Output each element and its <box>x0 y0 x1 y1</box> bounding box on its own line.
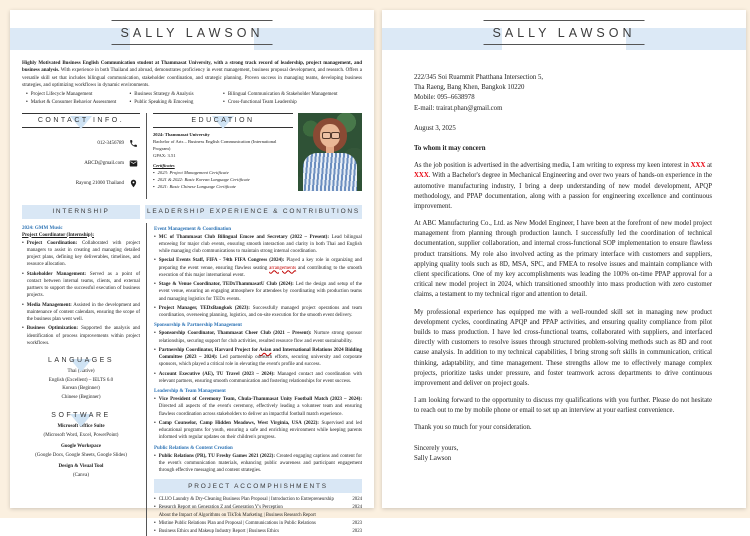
skill-highlights <box>26 91 360 107</box>
language-item: English (Excellent) – IELTS 6.0 <box>22 377 140 386</box>
internship-role: Project Coordinator (Internship): <box>22 233 140 238</box>
bullet-marker: • <box>154 330 156 345</box>
contact-value: ABCD@gmail.com <box>84 161 124 166</box>
project-text <box>159 496 343 503</box>
summary-body: With experience in both Thailand and abroad, demonstrates proficiency in event management, business proposal development, and research. Offers a versatile skill set that includes bilingual communication, stakeholder coordination, and strategic planning. Proven success in managing teams, developing business strategies, and optimizing workflows in dynamic environments. <box>22 68 362 88</box>
bullet-marker: • <box>154 257 156 279</box>
languages-heading-label: LANGUAGES <box>48 357 114 364</box>
text-segment: Led the design and setup of the event venue, ensuring an engaging atmosphere for attendees by coordinating with production teams and managing logistics for TEDx events. <box>159 282 362 302</box>
skill-label: Cross-functional Team Leadership <box>228 99 297 107</box>
project-year: 2024 <box>346 504 362 518</box>
bullet-text <box>159 453 362 475</box>
section-bands <box>22 205 362 219</box>
letter-paragraph <box>414 396 712 416</box>
signoff-line: Sally Lawson <box>414 454 712 464</box>
language-item: Korean (Beginner) <box>22 385 140 394</box>
leadership-group-title: Sponsorship & Partnership Management <box>154 323 362 328</box>
text-segment: Created engaging captions and content for the event's communication materials, enhancing public awareness and participant engagement through effective messaging and content strategies. <box>159 454 362 474</box>
software-title: Design & Visual Tool <box>22 463 140 472</box>
bullet-text <box>159 257 362 279</box>
text-segment: XXX <box>414 172 429 179</box>
education-details <box>153 131 293 191</box>
bullet-text <box>27 302 140 324</box>
letter-header <box>382 10 746 56</box>
contact-item <box>24 179 138 188</box>
software-detail: (Google Docs, Google Sheets, Google Slides) <box>22 452 140 461</box>
bullet-marker: • <box>223 99 225 107</box>
bullet-text <box>159 396 362 418</box>
project-item <box>154 504 362 518</box>
profile-summary <box>22 60 362 89</box>
certificate-item <box>153 169 293 176</box>
project-year: 2023 <box>346 520 362 527</box>
education-heading <box>153 113 293 128</box>
project-item <box>154 520 362 527</box>
leadership-bullet <box>154 347 362 369</box>
contact-heading <box>22 113 140 128</box>
bullet-marker: • <box>130 99 132 107</box>
text-segment: XXX <box>691 162 706 169</box>
sender-address <box>414 73 712 114</box>
email-icon <box>129 159 138 168</box>
text-segment: Special Events Staff, FIFA - 74th FIFA Congress (2024): <box>159 258 285 263</box>
certificate-label: 2023: Project Management Certificate <box>158 169 229 176</box>
profile-photo <box>298 113 362 191</box>
text-segment: Public Relations (PR), TU Freshy Games 2021 (2022): <box>159 454 275 459</box>
letter-date: August 3, 2025 <box>414 124 712 134</box>
project-item <box>154 528 362 535</box>
skill-item <box>130 99 224 107</box>
bullet-marker: • <box>154 347 156 369</box>
certificate-label: 2021 & 2022: Basic Korean Language Certificate <box>158 176 250 183</box>
leadership-bullet <box>154 281 362 303</box>
projects-band: PROJECT ACCOMPHISHMENTS <box>154 479 362 493</box>
text-segment: Sponsorship Coordinator, Thammasat Cheer Club (2021 – Present): <box>159 331 312 336</box>
education-degree: Bachelor of Arts – Business English Communication (International Program) <box>153 138 293 152</box>
project-item <box>154 496 362 503</box>
internship-bullet <box>22 325 140 347</box>
address-line: E-mail: trairat.phan@gmail.com <box>414 104 712 114</box>
text-segment: Led partnership outreach efforts, securing university and corporate sponsors, which played a critical role in elevating the event's profile and success. <box>159 355 362 367</box>
bullet-text <box>27 271 140 300</box>
text-segment: Played a key role in organizing and preparing the event venue, ensuring flawless seating <box>159 258 362 270</box>
bullet-marker: • <box>154 528 156 535</box>
skill-label: Bilingual Communication & Stakeholder Management <box>228 91 338 99</box>
bullet-marker: • <box>153 169 155 176</box>
contact-column <box>22 113 147 199</box>
bullet-marker: • <box>153 183 155 190</box>
software-title: Google Workspace <box>22 443 140 452</box>
project-line: Research Report on Generation Z and Generation Y's Perception <box>159 504 343 511</box>
leadership-groups <box>154 227 362 475</box>
skill-label: Public Speaking & Emceeing <box>134 99 193 107</box>
text-segment: Vice President of Ceremony Team, Chula-Thammasat Unity Football Match (2023 – 2024): <box>159 397 362 402</box>
text-segment: Partnership Coordinator, Harvard Project for <box>159 348 259 353</box>
text-segment: Stakeholder Management: <box>27 272 86 277</box>
text-segment: At ABC Manufacturing Co., Ltd. as New Model Engineer, I have been at the forefront of new model project management from planning through production launch. I successfully led the coordination of technical documentation, supplier collaboration, and internal cross-functional SOP implementation to ensure flawless product transitions. My role also involved acting as the primary interface with customers and suppliers, applying quality tools such as 8D, MSA, SPC, and FMEA to resolve issues and maintain compliance with client specifications. One of my key accomplishments was leading the 100% on-time PPAP approval for a critical new model project in 2024, which transitioned smoothly into mass production with zero customer claims, a testament to my technical rigor and attention to detail. <box>414 220 712 298</box>
bullet-text <box>159 420 362 442</box>
project-list <box>154 496 362 535</box>
language-item: Thai (Native) <box>22 368 140 377</box>
contact-value: Rayong 21000 Thailand <box>76 181 124 186</box>
text-segment: Camp Counselor, Camp Hidden Meadows, West Virginia, USA (2022): <box>159 421 319 426</box>
language-item: Chinese (Beginner) <box>22 394 140 403</box>
leadership-group-title: Event Management & Coordination <box>154 227 362 232</box>
skills-column <box>26 91 130 107</box>
skill-label: Project Lifecycle Management <box>31 91 93 99</box>
photo-glasses-right <box>331 132 340 139</box>
leadership-bullet <box>154 453 362 475</box>
contact-item <box>24 139 138 148</box>
bullet-marker: • <box>130 91 132 99</box>
resume-name: SALLY LAWSON <box>112 20 273 45</box>
bullet-marker: • <box>22 302 24 324</box>
leadership-band: LEADERSHIP EXPERIENCE & CONTRIBUTIONS <box>145 205 362 219</box>
phone-icon <box>129 139 138 148</box>
text-segment: My professional experience has equipped me with a well-rounded skill set in managing new product development cycles, coordinating APQP and PPAP activities, and ensuring quality compliance from pilot builds to mass production. I have led cross-functional teams, collaborated with suppliers, and interfaced directly with customers to resolve issues through structured problem-solving methods such as 8D and root cause analysis. In addition to my technical capabilities, I bring strong soft skills in communication, critical thinking, adaptability, and time management. These strengths allow me to effectively manage complex projects, prioritize tasks under pressure, and foster teamwork across departments to drive continuous improvement and deliver on project goals. <box>414 309 712 387</box>
project-text <box>159 528 343 535</box>
text-segment: Directed all aspects of the event's ceremony, effectively leading a volunteer team and ensuring flawless coordination across stakeholders to deliver an impactful football match experience. <box>159 404 362 416</box>
certificate-item <box>153 183 293 190</box>
bullet-marker: • <box>22 325 24 347</box>
bullet-marker: • <box>154 396 156 418</box>
bullet-text <box>159 347 362 369</box>
text-segment: Asian <box>259 348 271 353</box>
letter-paragraph <box>414 308 712 390</box>
text-segment: As the job position is advertised in the advertising media, I am writing to express my keen interest in <box>414 162 691 169</box>
software-heading-label: SOFTWARE <box>51 412 110 419</box>
letter-name: SALLY LAWSON <box>484 20 645 45</box>
certificates-heading: Certificates <box>153 162 293 169</box>
contact-value: 012-3456789 <box>97 141 124 146</box>
bullet-marker: • <box>26 91 28 99</box>
leadership-bullet <box>154 396 362 418</box>
resume-left-column <box>22 223 147 536</box>
resume-body <box>22 223 362 536</box>
bullet-text <box>159 305 362 320</box>
text-segment: Assisted in the development and maintenance of content calendars, ensuring the scope of the business plan went well. <box>27 303 140 323</box>
bullet-marker: • <box>154 281 156 303</box>
languages-heading <box>22 357 140 364</box>
bullet-text <box>27 325 140 347</box>
bullet-text <box>159 371 362 386</box>
text-segment: Project Coordination: <box>27 241 77 246</box>
software-detail: (Canva) <box>22 472 140 481</box>
education-column <box>147 113 298 199</box>
skill-item <box>130 91 224 99</box>
text-segment: and International Relations 2024 Bidding Committee (2023 – 2024): <box>159 348 362 360</box>
project-line: CLUO Laundry & Dry-Cleaning Business Plan Proposal | Introduction to Entrepreneurship <box>159 496 343 503</box>
project-text <box>159 504 343 518</box>
text-segment: and contributing to the smooth execution of this major international event. <box>159 266 362 278</box>
skills-column <box>130 91 224 107</box>
leadership-bullet <box>154 420 362 442</box>
bullet-text <box>27 240 140 269</box>
education-heading-label: EDUCATION <box>191 117 254 124</box>
text-segment: at <box>705 162 712 169</box>
cover-letter-page <box>382 10 746 508</box>
bullet-marker: • <box>154 520 156 527</box>
software-list <box>22 423 140 480</box>
text-segment: Account Executive (AE), TU Travel (2023 – 2024): <box>159 372 275 377</box>
software-title: Microsoft Office Suite <box>22 423 140 432</box>
location-icon <box>129 179 138 188</box>
text-segment: Supported the analysis and identification of process improvements within project workflows. <box>27 326 140 346</box>
salutation: To whom it may concern <box>414 144 712 154</box>
bullet-marker: • <box>154 305 156 320</box>
project-line: Business Ethics and Makeup Industry Report | Business Ethics <box>159 528 343 535</box>
bullet-marker: • <box>154 453 156 475</box>
text-segment: arrangements <box>269 266 296 271</box>
text-segment: Business Optimization: <box>27 326 78 331</box>
text-segment: Successfully managed project operations and team coordination, overseeing planning, logistics, and on-site execution for the smooth event delivery. <box>159 306 362 318</box>
summary-lead: Highly Motivated Business English Communication student at Thammasat University, with a strong track record of leadership, project management, and business analysis. <box>22 61 362 73</box>
bullet-marker: • <box>22 271 24 300</box>
bullet-marker: • <box>154 504 156 518</box>
project-text <box>159 520 343 527</box>
certificate-label: 2021: Basic Chinese Language Certificate <box>158 183 236 190</box>
internship-bullet <box>22 302 140 324</box>
internship-bullet <box>22 271 140 300</box>
text-segment: Media Management: <box>27 303 72 308</box>
text-segment: Lead bilingual emceeing for major club events, ensuring smooth interaction and clarity in both Thai and English while managing club communications to maintain strong internal coordination. <box>159 235 362 255</box>
internship-company: 2024: GMM Music <box>22 226 140 231</box>
text-segment: Collaborated with project managers to assist in creating and managing detailed project plans, defining key deliverables, timelines, and resource allocation. <box>27 241 140 268</box>
leadership-bullet <box>154 257 362 279</box>
bullet-text <box>159 234 362 256</box>
text-segment: I am looking forward to the opportunity to discuss my qualifications with you further. Please do not hesitate to reach out to me by mobile phone or email to set up an interview at your earliest convenience. <box>414 397 712 414</box>
skill-item <box>223 91 360 99</box>
contact-heading-label: CONTACT INFO. <box>38 117 124 124</box>
languages-list <box>22 368 140 402</box>
bullet-marker: • <box>22 240 24 269</box>
project-line: Mistine Public Relations Plan and Proposal | Communications in Public Relations <box>159 520 343 527</box>
text-segment: Managed contact and coordination with relevant partners, ensuring smooth communication and fostering relationships for event success. <box>159 372 362 384</box>
text-segment: . With a Bachelor's degree in Mechanical Engineering and over two years of hands-on experience in the automotive manufacturing industry, I bring a deep understanding of new model development, APQP methodology, and PPAP documentation, along with a passion for engineering excellence and continuous improvement. <box>414 172 712 210</box>
signoff <box>414 444 712 464</box>
text-segment: Served as a point of contact between internal teams, clients, and external partners to support the successful execution of business projects. <box>27 272 140 299</box>
bullet-marker: • <box>154 420 156 442</box>
project-line: About the Impact of Algorithms on TikTok Marketing | Business Research Report <box>159 512 343 519</box>
certificate-item <box>153 176 293 183</box>
photo-glasses-left <box>322 132 331 139</box>
skills-column <box>223 91 360 107</box>
address-line: 222/345 Soi Ruammit Phatthana Intersection 5, <box>414 73 712 83</box>
bullet-marker: • <box>26 99 28 107</box>
software-detail: (Microsoft Word, Excel, PowerPoint) <box>22 432 140 441</box>
internship-bullets <box>22 240 140 348</box>
letter-paragraphs <box>414 161 712 434</box>
photo-striped-shirt <box>303 153 357 191</box>
education-school: 2024: Thammasat University <box>153 131 293 138</box>
text-segment: Nurture strong sponsor relationships, securing support for club activities, resulted resource flow and event sustainability. <box>159 331 362 343</box>
letter-paragraph <box>414 219 712 301</box>
resume-right-column <box>147 223 362 536</box>
skill-item <box>26 99 130 107</box>
text-segment: Thank you so much for your consideration. <box>414 424 532 431</box>
leadership-group-title: Public Relations & Content Creation <box>154 446 362 451</box>
software-heading <box>22 412 140 419</box>
project-year: 2023 <box>346 528 362 535</box>
text-segment: Stage & Venue Coordinator, TEDxThammasatU Club (2024): <box>159 282 294 287</box>
resume-header <box>10 10 374 56</box>
leadership-group-title: Leadership & Team Management <box>154 389 362 394</box>
letter-paragraph <box>414 161 712 212</box>
bullet-text <box>159 330 362 345</box>
skill-label: Business Strategy & Analysis <box>134 91 193 99</box>
address-line: Mobile: 095–6638978 <box>414 93 712 103</box>
leadership-bullet <box>154 371 362 386</box>
contact-list <box>22 139 140 188</box>
letter-body <box>382 56 746 464</box>
leadership-bullet <box>154 234 362 256</box>
bullet-text <box>159 281 362 303</box>
text-segment: MC of Thammasat Club Bilingual Emcee and Secretary (2022 – Present): <box>159 235 329 240</box>
bullet-marker: • <box>223 91 225 99</box>
signoff-line: Sincerely yours, <box>414 444 712 454</box>
contact-education-section <box>22 113 362 199</box>
text-segment: Supervised and led educational programs for youth, ensuring a safe and enriching environment while keeping parents informed with regular updates on their children's progress. <box>159 421 362 441</box>
letter-paragraph <box>414 423 712 433</box>
education-gpax: GPAX: 3.51 <box>153 152 293 159</box>
address-line: Tha Raeng, Bang Khen, Bangkok 10220 <box>414 83 712 93</box>
contact-item <box>24 159 138 168</box>
leadership-bullet <box>154 305 362 320</box>
skill-label: Market & Consumer Behavior Assessment <box>31 99 117 107</box>
skill-item <box>26 91 130 99</box>
bullet-marker: • <box>154 496 156 503</box>
project-year: 2024 <box>346 496 362 503</box>
internship-bullet <box>22 240 140 269</box>
bullet-marker: • <box>153 176 155 183</box>
bullet-marker: • <box>154 234 156 256</box>
skill-item <box>223 99 360 107</box>
internship-band: INTERNSHIP <box>22 205 140 219</box>
leadership-bullet <box>154 330 362 345</box>
certificates-list <box>153 169 293 190</box>
bullet-marker: • <box>154 371 156 386</box>
resume-page <box>10 10 374 508</box>
text-segment: Project Manager, TEDxBangkok (2023): <box>159 306 250 311</box>
